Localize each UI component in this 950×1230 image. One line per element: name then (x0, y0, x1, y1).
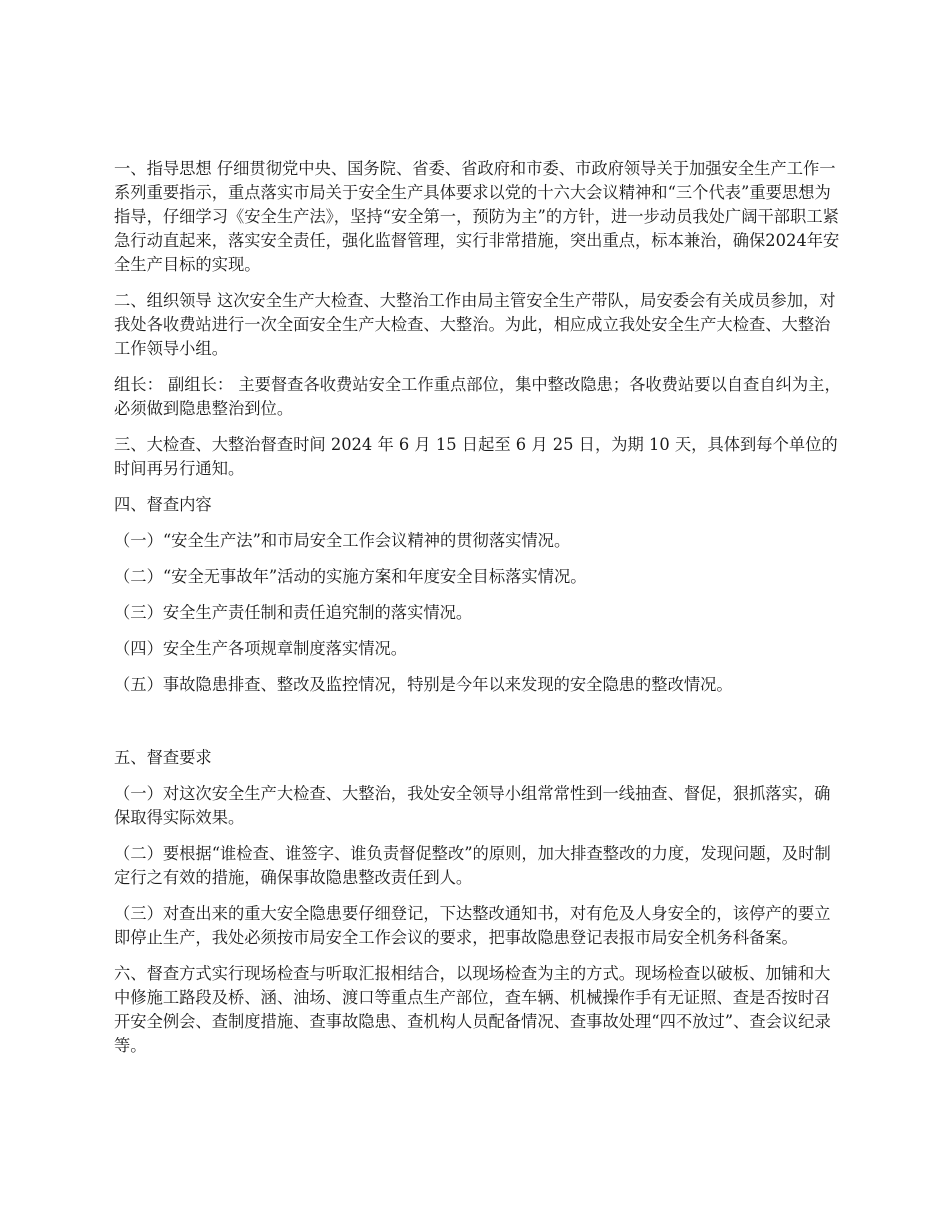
paragraph-guiding-thought: 一、指导思想 仔细贯彻党中央、国务院、省委、省政府和市委、市政府领导关于加强安全生产工作一系列重要指示，重点落实市局关于安全生产具体要求以党的十六大会议精神和“三个代表”重要思想为指导，仔细学习《安全生产法》，坚持“安全第一，预防为主”的方针，进一步动员我处广阔干部职工紧急行动直起来，落实安全责任，强化监督管理，实行非常措施，突出重点，标本兼治，确保2024年安全生产目标的实现。 (114, 159, 840, 274)
content-item-1: （一）“安全生产法”和市局安全工作会议精神的贯彻落实情况。 (114, 531, 571, 550)
requirement-item-1: （一）对这次安全生产大检查、大整治，我处安全领导小组常常性到一线抽查、督促，狠抓落实，确保取得实际效果。 (114, 784, 831, 827)
heading-inspection-requirements: 五、督查要求 (114, 748, 212, 767)
document-body (114, 157, 844, 1070)
paragraph-team-leaders: 组长： 副组长： 主要督查各收费站安全工作重点部位，集中整改隐患；各收费站要以自查自纠为主，必须做到隐患整治到位。 (114, 375, 841, 418)
section-gap (114, 709, 844, 746)
content-item-5: （五）事故隐患排查、整改及监控情况，特别是今年以来发现的安全隐患的整改情况。 (114, 675, 733, 694)
paragraph-inspection-time: 三、大检查、大整治督查时间 2024 年 6 月 15 日起至 6 月 25 日，为期 10 天，具体到每个单位的时间再另行通知。 (114, 435, 838, 478)
content-item-4: （四）安全生产各项规章制度落实情况。 (114, 639, 408, 658)
requirement-item-3: （三）对查出来的重大安全隐患要仔细登记，下达整改通知书，对有危及人身安全的，该停产的要立即停止生产，我处必须按市局安全工作会议的要求，把事故隐患登记表报市局安全机务科备案。 (114, 904, 831, 947)
content-item-3: （三）安全生产责任制和责任追究制的落实情况。 (114, 603, 473, 622)
heading-inspection-content: 四、督查内容 (114, 495, 212, 514)
content-item-2: （二）“安全无事故年”活动的实施方案和年度安全目标落实情况。 (114, 567, 587, 586)
paragraph-organization: 二、组织领导 这次安全生产大检查、大整治工作由局主管安全生产带队，局安委会有关成员参加，对我处各收费站进行一次全面安全生产大检查、大整治。为此，相应成立我处安全生产大检查、大整治工作领导小组。 (114, 291, 836, 358)
requirement-item-2: （二）要根据“谁检查、谁签字、谁负责督促整改”的原则，加大排查整改的力度，发现问题，及时制定行之有效的措施，确保事故隐患整改责任到人。 (114, 844, 831, 887)
paragraph-inspection-method: 六、督查方式实行现场检查与听取汇报相结合，以现场检查为主的方式。现场检查以破板、加铺和大中修施工路段及桥、涵、油场、渡口等重点生产部位，查车辆、机械操作手有无证照、查是否按时召开安全例会、查制度措施、查事故隐患、查机构人员配备情况、查事故处理“四不放过”、查会议纪录等。 (114, 964, 831, 1055)
